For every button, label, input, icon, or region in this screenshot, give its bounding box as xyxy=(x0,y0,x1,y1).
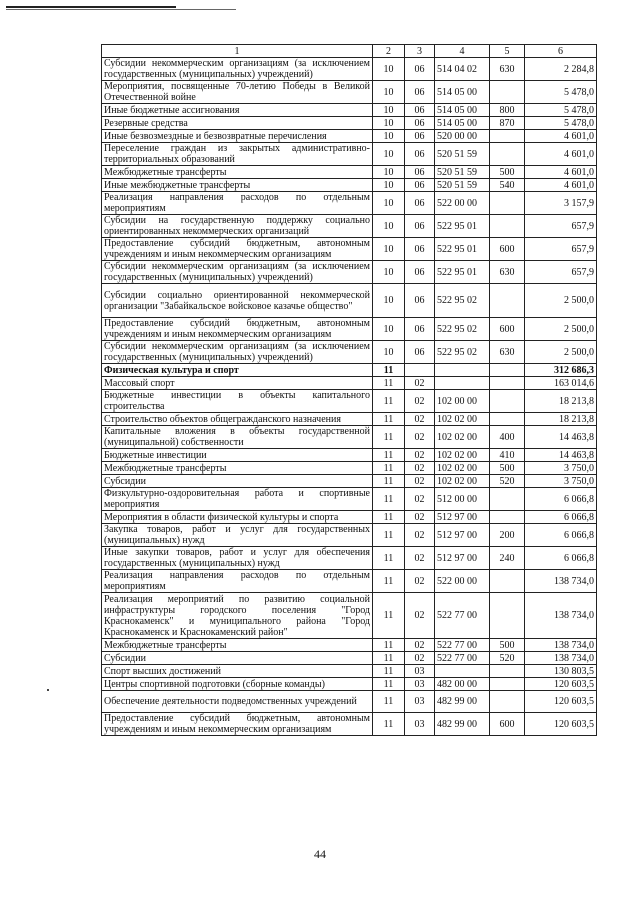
section-code-cell: 10 xyxy=(373,284,405,318)
table-row xyxy=(102,166,597,179)
table-row xyxy=(102,713,597,736)
expense-type-cell xyxy=(490,215,525,238)
target-article-cell: 512 97 00 xyxy=(435,511,490,524)
expense-type-cell: 630 xyxy=(490,58,525,81)
amount-cell: 3 750,0 xyxy=(525,475,597,488)
expense-type-cell xyxy=(490,413,525,426)
amount-cell: 4 601,0 xyxy=(525,166,597,179)
subsection-code-cell: 06 xyxy=(405,58,435,81)
expense-type-cell: 500 xyxy=(490,462,525,475)
page-number: 44 xyxy=(314,847,326,861)
table-row xyxy=(102,341,597,364)
table-row xyxy=(102,524,597,547)
subsection-code-cell: 02 xyxy=(405,462,435,475)
row-name-cell: Строительство объектов общегражданского назначения xyxy=(102,413,373,426)
section-code-cell: 11 xyxy=(373,511,405,524)
expense-type-cell: 600 xyxy=(490,713,525,736)
target-article-cell: 512 97 00 xyxy=(435,547,490,570)
section-code-cell: 10 xyxy=(373,58,405,81)
expense-type-cell xyxy=(490,593,525,639)
target-article-cell: 520 51 59 xyxy=(435,179,490,192)
amount-cell: 6 066,8 xyxy=(525,547,597,570)
header-cell: 1 xyxy=(102,45,373,58)
amount-cell: 3 157,9 xyxy=(525,192,597,215)
section-code-cell: 11 xyxy=(373,377,405,390)
row-name-cell: Реализация мероприятий по развитию социальной инфраструктуры городского поселения "Город Краснокаменск" и муниципального района "Город Краснокаменск и Краснокаменский район" xyxy=(102,593,373,639)
section-code-cell: 10 xyxy=(373,143,405,166)
target-article-cell: 514 05 00 xyxy=(435,81,490,104)
target-article-cell: 482 00 00 xyxy=(435,678,490,691)
row-name-cell: Иные бюджетные ассигнования xyxy=(102,104,373,117)
row-name-cell: Субсидии xyxy=(102,652,373,665)
subsection-code-cell: 02 xyxy=(405,570,435,593)
row-name-cell: Мероприятия в области физической культуры и спорта xyxy=(102,511,373,524)
row-name-cell: Резервные средства xyxy=(102,117,373,130)
row-name-cell: Предоставление субсидий бюджетным, автономным учреждениям и иным некоммерческим организациям xyxy=(102,238,373,261)
subsection-code-cell: 02 xyxy=(405,547,435,570)
expense-type-cell: 600 xyxy=(490,238,525,261)
header-cell: 2 xyxy=(373,45,405,58)
amount-cell: 5 478,0 xyxy=(525,117,597,130)
target-article-cell: 520 00 00 xyxy=(435,130,490,143)
row-name-cell: Центры спортивной подготовки (сборные команды) xyxy=(102,678,373,691)
section-code-cell: 10 xyxy=(373,192,405,215)
table-row xyxy=(102,117,597,130)
expense-type-cell xyxy=(490,81,525,104)
table-row xyxy=(102,426,597,449)
target-article-cell: 102 02 00 xyxy=(435,462,490,475)
expense-type-cell: 630 xyxy=(490,341,525,364)
amount-cell: 163 014,6 xyxy=(525,377,597,390)
subsection-code-cell: 03 xyxy=(405,678,435,691)
section-code-cell: 10 xyxy=(373,166,405,179)
row-name-cell: Субсидии на государственную поддержку социально ориентированных некоммерческих организаций xyxy=(102,215,373,238)
subsection-code-cell: 06 xyxy=(405,117,435,130)
row-name-cell: Межбюджетные трансферты xyxy=(102,462,373,475)
section-code-cell: 11 xyxy=(373,462,405,475)
header-cell: 3 xyxy=(405,45,435,58)
section-code-cell: 11 xyxy=(373,652,405,665)
subsection-code-cell xyxy=(405,364,435,377)
subsection-code-cell: 06 xyxy=(405,192,435,215)
target-article-cell: 522 00 00 xyxy=(435,570,490,593)
amount-cell: 14 463,8 xyxy=(525,449,597,462)
expense-type-cell xyxy=(490,192,525,215)
row-name-cell: Субсидии некоммерческим организациям (за исключением государственных (муниципальных) учреждений) xyxy=(102,261,373,284)
expense-type-cell: 500 xyxy=(490,639,525,652)
header-rule-thin xyxy=(6,9,236,10)
table-row xyxy=(102,652,597,665)
target-article-cell: 522 95 02 xyxy=(435,341,490,364)
table-row xyxy=(102,639,597,652)
section-code-cell: 10 xyxy=(373,81,405,104)
row-name-cell: Физическая культура и спорт xyxy=(102,364,373,377)
row-name-cell: Закупка товаров, работ и услуг для государственных (муниципальных) нужд xyxy=(102,524,373,547)
subsection-code-cell: 02 xyxy=(405,377,435,390)
expense-type-cell xyxy=(490,284,525,318)
target-article-cell: 522 77 00 xyxy=(435,639,490,652)
expense-type-cell xyxy=(490,488,525,511)
section-code-cell: 11 xyxy=(373,593,405,639)
row-name-cell: Спорт высших достижений xyxy=(102,665,373,678)
subsection-code-cell: 03 xyxy=(405,691,435,713)
subsection-code-cell: 06 xyxy=(405,143,435,166)
amount-cell: 138 734,0 xyxy=(525,652,597,665)
expense-type-cell: 520 xyxy=(490,475,525,488)
amount-cell: 2 500,0 xyxy=(525,341,597,364)
row-name-cell: Переселение граждан из закрытых административно-территориальных образований xyxy=(102,143,373,166)
subsection-code-cell: 02 xyxy=(405,524,435,547)
target-article-cell: 520 51 59 xyxy=(435,166,490,179)
target-article-cell: 522 77 00 xyxy=(435,652,490,665)
expense-type-cell xyxy=(490,570,525,593)
subsection-code-cell: 06 xyxy=(405,341,435,364)
expense-type-cell: 500 xyxy=(490,166,525,179)
amount-cell: 2 500,0 xyxy=(525,284,597,318)
section-code-cell: 11 xyxy=(373,449,405,462)
expense-type-cell: 400 xyxy=(490,426,525,449)
table-row xyxy=(102,238,597,261)
subsection-code-cell: 06 xyxy=(405,179,435,192)
expense-type-cell: 870 xyxy=(490,117,525,130)
target-article-cell: 512 00 00 xyxy=(435,488,490,511)
section-code-cell: 11 xyxy=(373,691,405,713)
expense-type-cell: 520 xyxy=(490,652,525,665)
target-article-cell xyxy=(435,665,490,678)
row-name-cell: Иные закупки товаров, работ и услуг для обеспечения государственных (муниципальных) нужд xyxy=(102,547,373,570)
section-code-cell: 11 xyxy=(373,547,405,570)
subsection-code-cell: 03 xyxy=(405,713,435,736)
amount-cell: 5 478,0 xyxy=(525,104,597,117)
row-name-cell: Субсидии социально ориентированной некоммерческой организации "Забайкальское войсковое казачье общество" xyxy=(102,284,373,318)
expense-type-cell: 540 xyxy=(490,179,525,192)
table-row xyxy=(102,215,597,238)
amount-cell: 2 284,8 xyxy=(525,58,597,81)
subsection-code-cell: 06 xyxy=(405,81,435,104)
table-row xyxy=(102,261,597,284)
amount-cell: 4 601,0 xyxy=(525,130,597,143)
expense-type-cell xyxy=(490,678,525,691)
table-row xyxy=(102,58,597,81)
target-article-cell: 102 02 00 xyxy=(435,426,490,449)
amount-cell: 120 603,5 xyxy=(525,678,597,691)
target-article-cell xyxy=(435,377,490,390)
table-row xyxy=(102,665,597,678)
amount-cell: 3 750,0 xyxy=(525,462,597,475)
table-row xyxy=(102,130,597,143)
expense-type-cell xyxy=(490,511,525,524)
expense-type-cell: 630 xyxy=(490,261,525,284)
target-article-cell: 522 95 02 xyxy=(435,284,490,318)
table-row xyxy=(102,570,597,593)
subsection-code-cell: 06 xyxy=(405,284,435,318)
table-row xyxy=(102,593,597,639)
row-name-cell: Иные межбюджетные трансферты xyxy=(102,179,373,192)
row-name-cell: Межбюджетные трансферты xyxy=(102,166,373,179)
subsection-code-cell: 02 xyxy=(405,511,435,524)
table-row xyxy=(102,179,597,192)
table-row xyxy=(102,547,597,570)
section-code-cell: 11 xyxy=(373,678,405,691)
table-row xyxy=(102,284,597,318)
header-rule xyxy=(6,6,176,8)
section-code-cell: 11 xyxy=(373,426,405,449)
section-code-cell: 11 xyxy=(373,665,405,678)
section-code-cell: 11 xyxy=(373,488,405,511)
row-name-cell: Реализация направления расходов по отдельным мероприятиям xyxy=(102,192,373,215)
subsection-code-cell: 06 xyxy=(405,261,435,284)
target-article-cell: 522 95 01 xyxy=(435,238,490,261)
amount-cell: 138 734,0 xyxy=(525,593,597,639)
section-code-cell: 10 xyxy=(373,179,405,192)
amount-cell: 130 803,5 xyxy=(525,665,597,678)
amount-cell: 6 066,8 xyxy=(525,488,597,511)
section-code-cell: 10 xyxy=(373,318,405,341)
target-article-cell: 522 00 00 xyxy=(435,192,490,215)
scan-speck xyxy=(47,689,49,691)
amount-cell: 120 603,5 xyxy=(525,713,597,736)
row-name-cell: Обеспечение деятельности подведомственных учреждений xyxy=(102,691,373,713)
subsection-code-cell: 02 xyxy=(405,639,435,652)
amount-cell: 657,9 xyxy=(525,215,597,238)
subsection-code-cell: 02 xyxy=(405,390,435,413)
target-article-cell: 102 02 00 xyxy=(435,449,490,462)
header-cell: 6 xyxy=(525,45,597,58)
expense-type-cell xyxy=(490,364,525,377)
table-row xyxy=(102,192,597,215)
subsection-code-cell: 02 xyxy=(405,426,435,449)
section-code-cell: 11 xyxy=(373,524,405,547)
amount-cell: 657,9 xyxy=(525,261,597,284)
amount-cell: 4 601,0 xyxy=(525,179,597,192)
expense-type-cell xyxy=(490,130,525,143)
header-cell: 4 xyxy=(435,45,490,58)
subsection-code-cell: 06 xyxy=(405,318,435,341)
section-code-cell: 11 xyxy=(373,413,405,426)
amount-cell: 18 213,8 xyxy=(525,390,597,413)
section-code-cell: 10 xyxy=(373,117,405,130)
table-row xyxy=(102,390,597,413)
target-article-cell: 522 77 00 xyxy=(435,593,490,639)
target-article-cell: 482 99 00 xyxy=(435,713,490,736)
subsection-code-cell: 06 xyxy=(405,215,435,238)
subsection-code-cell: 02 xyxy=(405,449,435,462)
section-code-cell: 10 xyxy=(373,215,405,238)
target-article-cell: 514 05 00 xyxy=(435,104,490,117)
table-row xyxy=(102,488,597,511)
row-name-cell: Мероприятия, посвященные 70-летию Победы в Великой Отечественной войне xyxy=(102,81,373,104)
expense-type-cell xyxy=(490,377,525,390)
target-article-cell: 514 04 02 xyxy=(435,58,490,81)
table-row xyxy=(102,678,597,691)
section-code-cell: 11 xyxy=(373,570,405,593)
expense-type-cell: 240 xyxy=(490,547,525,570)
row-name-cell: Субсидии некоммерческим организациям (за исключением государственных (муниципальных) учреждений) xyxy=(102,341,373,364)
target-article-cell: 522 95 01 xyxy=(435,215,490,238)
amount-cell: 2 500,0 xyxy=(525,318,597,341)
table-row xyxy=(102,462,597,475)
table-row xyxy=(102,413,597,426)
row-name-cell: Физкультурно-оздоровительная работа и спортивные мероприятия xyxy=(102,488,373,511)
expense-type-cell: 600 xyxy=(490,318,525,341)
amount-cell: 18 213,8 xyxy=(525,413,597,426)
expense-type-cell xyxy=(490,665,525,678)
amount-cell: 138 734,0 xyxy=(525,639,597,652)
table-row xyxy=(102,377,597,390)
row-name-cell: Предоставление субсидий бюджетным, автономным учреждениям и иным некоммерческим организациям xyxy=(102,713,373,736)
subsection-code-cell: 02 xyxy=(405,488,435,511)
section-code-cell: 11 xyxy=(373,475,405,488)
target-article-cell: 514 05 00 xyxy=(435,117,490,130)
target-article-cell: 102 00 00 xyxy=(435,390,490,413)
amount-cell: 5 478,0 xyxy=(525,81,597,104)
amount-cell: 6 066,8 xyxy=(525,511,597,524)
expense-type-cell xyxy=(490,691,525,713)
section-code-cell: 10 xyxy=(373,238,405,261)
target-article-cell: 520 51 59 xyxy=(435,143,490,166)
row-name-cell: Реализация направления расходов по отдельным мероприятиям xyxy=(102,570,373,593)
row-name-cell: Субсидии некоммерческим организациям (за исключением государственных (муниципальных) учреждений) xyxy=(102,58,373,81)
section-code-cell: 10 xyxy=(373,130,405,143)
subsection-code-cell: 06 xyxy=(405,238,435,261)
table-row xyxy=(102,143,597,166)
expense-type-cell: 410 xyxy=(490,449,525,462)
table-row xyxy=(102,511,597,524)
budget-table xyxy=(101,44,597,736)
target-article-cell xyxy=(435,364,490,377)
section-code-cell: 10 xyxy=(373,104,405,117)
row-name-cell: Массовый спорт xyxy=(102,377,373,390)
section-code-cell: 11 xyxy=(373,713,405,736)
table-header-row xyxy=(102,45,597,58)
section-code-cell: 10 xyxy=(373,341,405,364)
row-name-cell: Бюджетные инвестиции xyxy=(102,449,373,462)
subsection-code-cell: 02 xyxy=(405,593,435,639)
subsection-code-cell: 02 xyxy=(405,413,435,426)
table-row xyxy=(102,104,597,117)
row-name-cell: Предоставление субсидий бюджетным, автономным учреждениям и иным некоммерческим организациям xyxy=(102,318,373,341)
amount-cell: 120 603,5 xyxy=(525,691,597,713)
section-code-cell: 11 xyxy=(373,639,405,652)
amount-cell: 138 734,0 xyxy=(525,570,597,593)
subsection-code-cell: 02 xyxy=(405,652,435,665)
section-code-cell: 10 xyxy=(373,261,405,284)
table-row xyxy=(102,691,597,713)
expense-type-cell xyxy=(490,390,525,413)
target-article-cell: 512 97 00 xyxy=(435,524,490,547)
expense-type-cell: 800 xyxy=(490,104,525,117)
amount-cell: 4 601,0 xyxy=(525,143,597,166)
subsection-code-cell: 02 xyxy=(405,475,435,488)
target-article-cell: 522 95 01 xyxy=(435,261,490,284)
subsection-code-cell: 06 xyxy=(405,104,435,117)
subsection-code-cell: 03 xyxy=(405,665,435,678)
table-row xyxy=(102,81,597,104)
subsection-code-cell: 06 xyxy=(405,166,435,179)
table-row xyxy=(102,318,597,341)
expense-type-cell xyxy=(490,143,525,166)
amount-cell: 14 463,8 xyxy=(525,426,597,449)
table-row xyxy=(102,475,597,488)
section-code-cell: 11 xyxy=(373,364,405,377)
row-name-cell: Межбюджетные трансферты xyxy=(102,639,373,652)
target-article-cell: 102 02 00 xyxy=(435,475,490,488)
expense-type-cell: 200 xyxy=(490,524,525,547)
target-article-cell: 102 02 00 xyxy=(435,413,490,426)
amount-cell: 312 686,3 xyxy=(525,364,597,377)
row-name-cell: Бюджетные инвестиции в объекты капитального строительства xyxy=(102,390,373,413)
table-row xyxy=(102,449,597,462)
amount-cell: 657,9 xyxy=(525,238,597,261)
target-article-cell: 482 99 00 xyxy=(435,691,490,713)
amount-cell: 6 066,8 xyxy=(525,524,597,547)
row-name-cell: Иные безвозмездные и безвозвратные перечисления xyxy=(102,130,373,143)
table-row xyxy=(102,364,597,377)
header-cell: 5 xyxy=(490,45,525,58)
subsection-code-cell: 06 xyxy=(405,130,435,143)
target-article-cell: 522 95 02 xyxy=(435,318,490,341)
section-code-cell: 11 xyxy=(373,390,405,413)
row-name-cell: Субсидии xyxy=(102,475,373,488)
row-name-cell: Капитальные вложения в объекты государственной (муниципальной) собственности xyxy=(102,426,373,449)
